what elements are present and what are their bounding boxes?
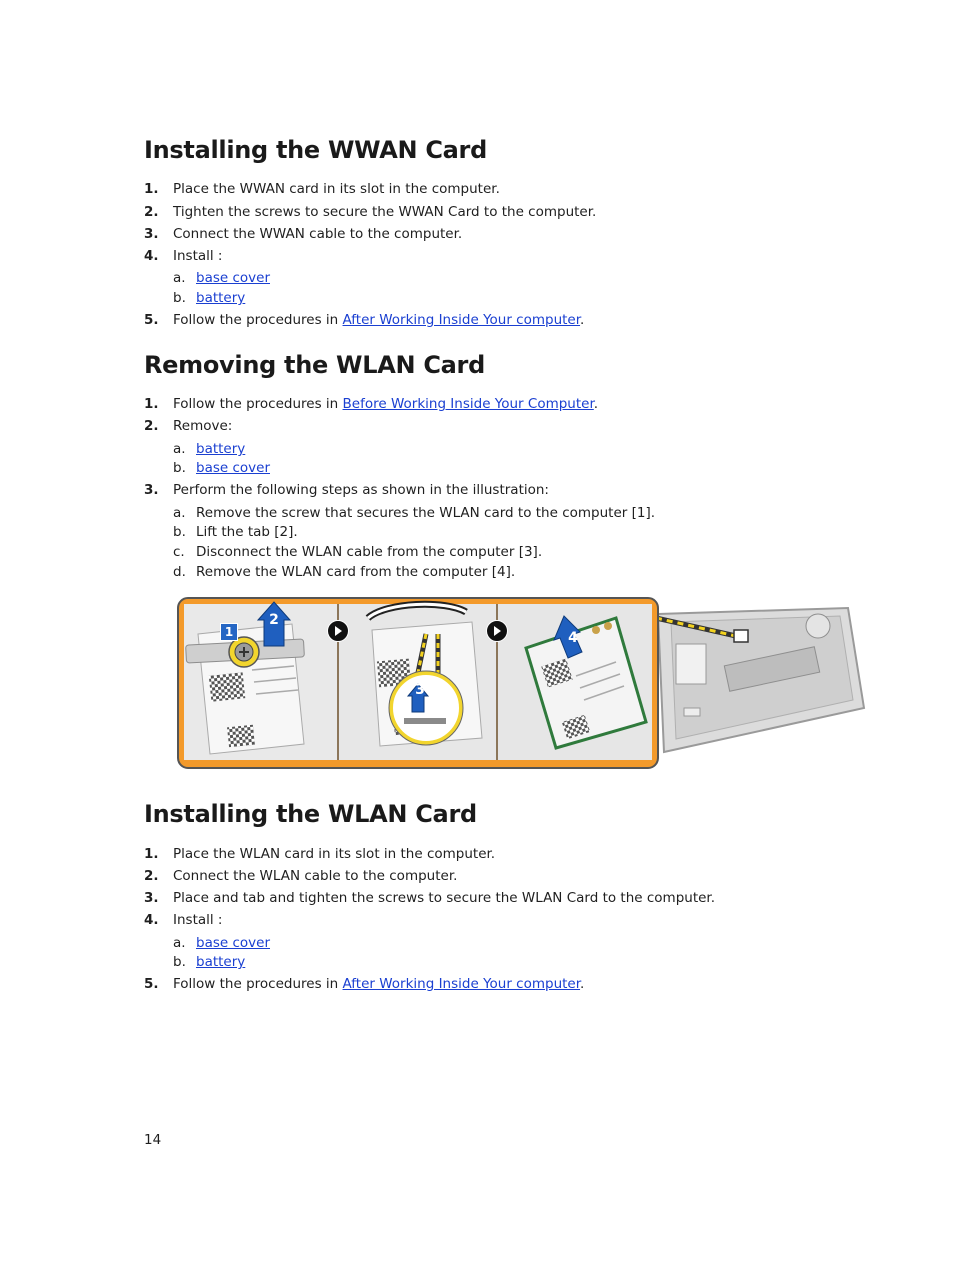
section-title-installing-wlan: Installing the WLAN Card (144, 800, 477, 828)
callout-3: 3 (415, 682, 425, 698)
link-before-working[interactable]: Before Working Inside Your Computer (342, 396, 594, 412)
link-battery[interactable]: battery (196, 954, 246, 970)
link-after-working[interactable]: After Working Inside Your computer (342, 976, 581, 992)
link-base-cover[interactable]: base cover (196, 460, 270, 476)
link-battery[interactable]: battery (196, 441, 246, 457)
laptop-base-image (658, 608, 864, 752)
callout-2: 2 (269, 612, 279, 628)
link-battery[interactable]: battery (196, 290, 246, 306)
link-base-cover[interactable]: base cover (196, 270, 270, 286)
link-base-cover[interactable]: base cover (196, 935, 270, 951)
callout-4: 4 (568, 630, 578, 646)
callout-1: 1 (220, 623, 238, 641)
wlan-removal-illustration (176, 596, 868, 772)
section-title-removing-wlan: Removing the WLAN Card (144, 351, 485, 379)
link-after-working[interactable]: After Working Inside Your computer (342, 312, 581, 328)
page-number: 14 (144, 1132, 162, 1148)
panel-1 (184, 602, 337, 760)
panel-3 (498, 604, 652, 760)
section-title-installing-wwan: Installing the WWAN Card (144, 136, 487, 164)
